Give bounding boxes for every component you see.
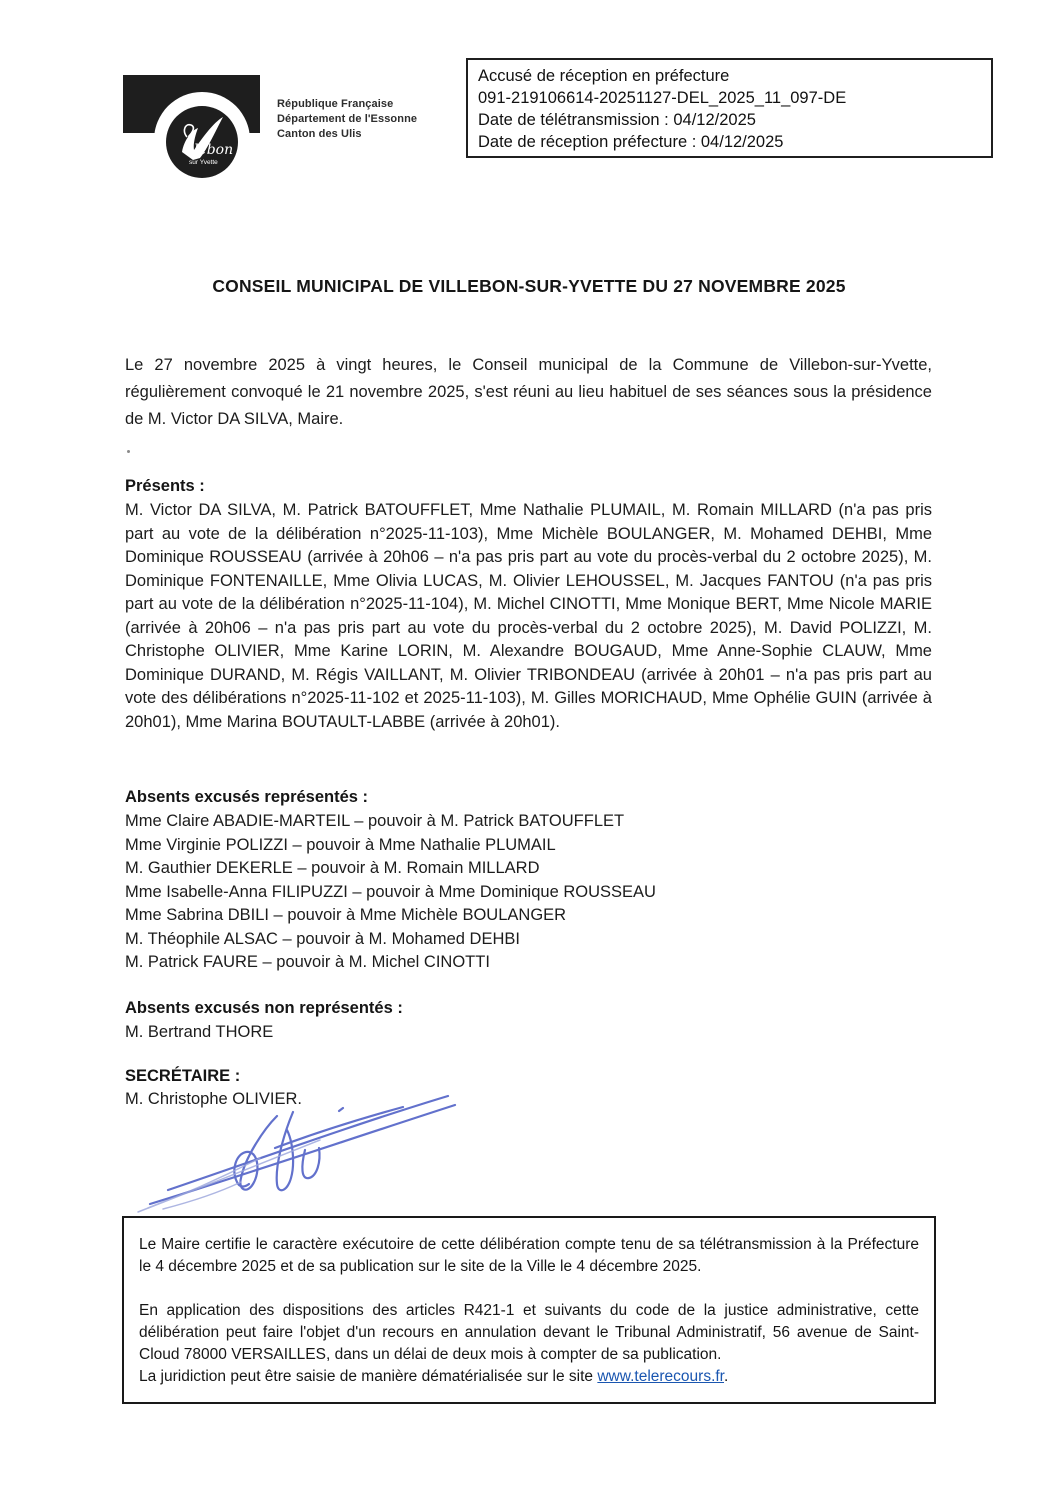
authority-line-canton: Canton des Ulis: [277, 128, 362, 140]
paragraph-gap: [139, 1278, 919, 1300]
reception-stamp-box: [466, 58, 993, 158]
logo-script-text: illebon: [185, 142, 234, 158]
presents-paragraph: M. Victor DA SILVA, M. Patrick BATOUFFLET, Mme Nathalie PLUMAIL, M. Romain MILLARD (n'a pas pris part au vote de la délibération n°2025-11-103), Mme Michèle BOULANGER, M. Mohamed DEHBI, Mme Dominique ROUSSEAU (arrivée à 20h06 – n'a pas pris part au vote du procès-verbal du 2 octobre 2025), M. Dominique FONTENAILLE, Mme Olivia LUCAS, M. Olivier LEHOUSSEL, M. Jacques FANTOU (n'a pas pris part au vote de la délibération n°2025-11-104), M. Michel CINOTTI, Mme Monique BERT, Mme Nicole MARIE (arrivée à 20h06 – n'a pas pris part au vote du procès-verbal du 2 octobre 2025), M. David POLIZZI, M. Christophe OLIVIER, Mme Karine LORIN, M. Alexandre BOUGAUD, Mme Anne-Sophie CLAUW, Mme Dominique DURAND, M. Régis VAILLANT, M. Olivier TRIBONDEAU (arrivée à 20h01 – n'a pas pris part au vote des délibérations n°2025-11-102 et 2025-11-103), M. Gilles MORICHAUD, Mme Ophélie GUIN (arrivée à 20h01), Mme Marina BOUTAULT-LABBE (arrivée à 20h01).: [125, 501, 932, 731]
authority-line-departement: Département de l'Essonne: [277, 113, 418, 125]
list-item: Mme Isabelle-Anna FILIPUZZI – pouvoir à Mme Dominique ROUSSEAU: [125, 882, 656, 901]
certification-paragraph-1: Le Maire certifie le caractère exécutoire de cette délibération compte tenu de sa télétransmission à la Préfecture le 4 décembre 2025 et de sa publication sur le site de la Ville le 4 décembre 2025.: [139, 1236, 919, 1275]
absents-representes-heading: Absents excusés représentés :: [125, 788, 369, 806]
list-item: M. Théophile ALSAC – pouvoir à M. Mohamed DEHBI: [125, 929, 520, 948]
certification-paragraph-3: [139, 1366, 919, 1388]
list-item: Mme Sabrina DBILI – pouvoir à Mme Michèle BOULANGER: [125, 906, 567, 924]
certification-box: [122, 1216, 936, 1404]
swan-icon: [166, 106, 238, 178]
absents-non-representes-heading: Absents excusés non représentés :: [125, 999, 403, 1017]
jurisdiction-text-end: .: [724, 1368, 729, 1385]
villebon-logo: [166, 106, 238, 178]
reception-title: Accusé de réception en préfecture: [478, 67, 730, 85]
list-item: M. Gauthier DEKERLE – pouvoir à M. Romain MILLARD: [125, 859, 540, 877]
reception-teletransmission-date: Date de télétransmission : 04/12/2025: [478, 111, 756, 129]
intro-paragraph: Le 27 novembre 2025 à vingt heures, le Conseil municipal de la Commune de Villebon-sur-Yvette, régulièrement convoqué le 21 novembre 2025, s'est réuni au lieu habituel de ses séances sous la présidence de M. Victor DA SILVA, Maire.: [125, 356, 932, 428]
secretaire-list: [125, 1088, 932, 1112]
document-title: CONSEIL MUNICIPAL DE VILLEBON-SUR-YVETTE DU 27 NOVEMBRE 2025: [212, 276, 846, 296]
authority-lines: [277, 97, 417, 142]
secretaire-name: M. Christophe OLIVIER.: [125, 1090, 302, 1108]
list-item: M. Patrick FAURE – pouvoir à M. Michel CINOTTI: [125, 953, 490, 971]
secretaire-heading: SECRÉTAIRE :: [125, 1067, 241, 1085]
reception-reference: 091-219106614-20251127-DEL_2025_11_097-DE: [478, 89, 847, 107]
presents-heading: Présents :: [125, 477, 205, 495]
logo-sub-text: sur Yvette: [189, 159, 218, 166]
reception-prefecture-date: Date de réception préfecture : 04/12/2025: [478, 133, 784, 151]
list-item: M. Bertrand THORE: [125, 1023, 274, 1041]
scan-speck: [127, 450, 130, 453]
absents-representes-list: [125, 810, 932, 975]
telerecours-link[interactable]: www.telerecours.fr: [597, 1368, 724, 1385]
certification-paragraph-2: En application des dispositions des articles R421-1 et suivants du code de la justice administrative, cette délibération peut faire l'objet d'un recours en annulation devant le Tribunal Administratif, 56 avenue de Saint-Cloud 78000 VERSAILLES, dans un délai de deux mois à compter de sa publication.: [139, 1302, 919, 1363]
absents-non-representes-list: [125, 1021, 932, 1045]
authority-line-republique: République Française: [277, 98, 394, 110]
list-item: Mme Virginie POLIZZI – pouvoir à Mme Nathalie PLUMAIL: [125, 835, 556, 854]
jurisdiction-text: La juridiction peut être saisie de manière dématérialisée sur le site: [139, 1368, 598, 1385]
list-item: Mme Claire ABADIE-MARTEIL – pouvoir à M. Patrick BATOUFFLET: [125, 812, 625, 830]
